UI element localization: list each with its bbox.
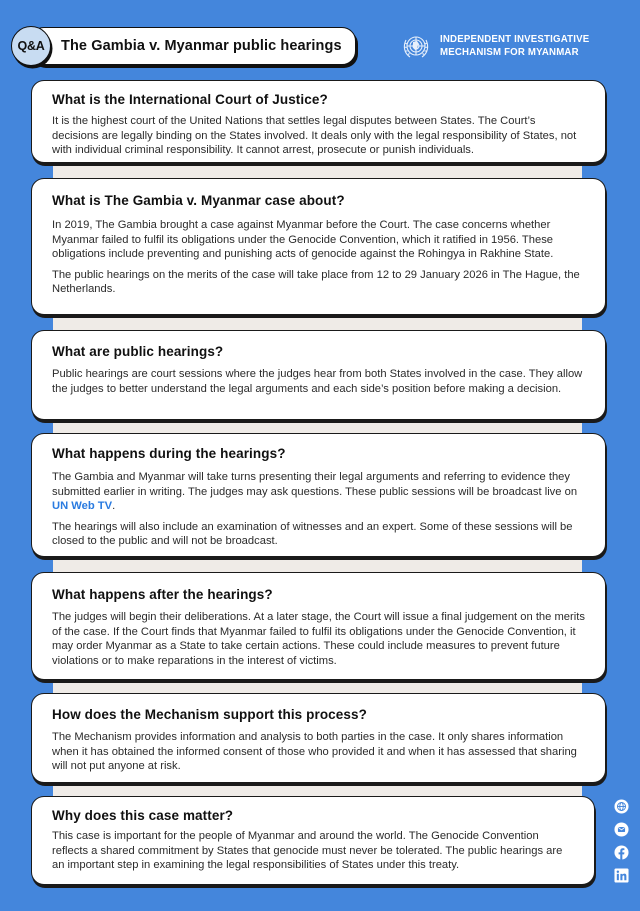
header-title-pill	[30, 27, 356, 65]
answer-text: This case is important for the people of Myanmar and around the world. The Genocide Convention reflects a shared commitment by States that genocide must never be tolerated. The public hearings are an important step in examining the legal responsibilities of States under this treaty.	[52, 830, 563, 871]
brand-name	[440, 33, 589, 59]
question-heading: What is the International Court of Justice?	[52, 92, 328, 107]
globe-icon[interactable]	[614, 799, 629, 814]
qa-card-after-hearings	[31, 572, 606, 680]
answer-text: Public hearings are court sessions where the judges hear from both States involved in the case. They allow the judges to better understand the legal arguments and each side’s position before making a decision.	[52, 368, 583, 395]
brand-line-1: INDEPENDENT INVESTIGATIVE	[440, 33, 590, 45]
answer-text	[52, 470, 585, 514]
answer-text-part: The Gambia and Myanmar will take turns presenting their legal arguments and referring to evidence they submitted earlier in writing. The judges may ask questions. These public sessions will be broadcast live on	[52, 471, 578, 498]
answer-text: The judges will begin their deliberations. At a later stage, the Court will issue a final judgement on the merits of the case. If the Court finds that Myanmar failed to fulfil its obligations under the Genocide Convention, it may order Myanmar as a State to take certain actions. These could include measures to prevent future violations or to make reparations in the interest of victims.	[52, 611, 585, 667]
question-heading: What happens after the hearings?	[52, 587, 273, 602]
qa-card-case-about	[31, 178, 606, 315]
brand	[400, 30, 602, 62]
page-title: The Gambia v. Myanmar public hearings	[61, 38, 342, 54]
qa-card-public-hearings	[31, 330, 606, 420]
social-links	[613, 799, 629, 883]
un-web-tv-link[interactable]: UN Web TV	[52, 500, 113, 512]
un-emblem-icon	[400, 30, 432, 62]
brand-line-2: MECHANISM FOR MYANMAR	[440, 46, 579, 58]
qa-card-why-matter	[31, 796, 595, 885]
question-heading: What happens during the hearings?	[52, 446, 286, 461]
email-icon[interactable]	[614, 822, 629, 837]
answer-text: The Mechanism provides information and analysis to both parties in the case. It only shares information when it has obtained the informed consent of those who provided it and when it has assessed that sharing will not put anyone at risk.	[52, 731, 577, 772]
answer-text: The hearings will also include an examination of witnesses and an expert. Some of these sessions will be closed to the public and will not be broadcast.	[52, 520, 573, 547]
qa-card-mechanism-support	[31, 693, 606, 783]
answer-text-part: .	[112, 500, 116, 512]
facebook-icon[interactable]	[614, 845, 629, 860]
question-heading: How does the Mechanism support this process?	[52, 707, 367, 722]
answer-text: In 2019, The Gambia brought a case against Myanmar before the Court. The case concerns whether Myanmar failed to fulfil its obligations under the Genocide Convention, which it ratified in 1956. These obligations include preventing and punishing acts of genocide against the Rohingya in Rakhine State.	[52, 219, 554, 260]
qa-card-during-hearings	[31, 433, 606, 557]
qa-card-icj	[31, 80, 606, 163]
answer-text: It is the highest court of the United Nations that settles legal disputes between States. The Court’s decisions are legally binding on the States involved. It deals only with the legal responsibility of States, not with individual criminal responsibility. It cannot arrest, prosecute or punish individuals.	[52, 115, 577, 156]
qa-badge: Q&A	[11, 26, 51, 66]
linkedin-icon[interactable]	[614, 868, 629, 883]
question-heading: What is The Gambia v. Myanmar case about?	[52, 193, 345, 208]
question-heading: Why does this case matter?	[52, 808, 234, 823]
answer-text: The public hearings on the merits of the case will take place from 12 to 29 January 2026 in The Hague, the Netherlands.	[52, 268, 580, 295]
question-heading: What are public hearings?	[52, 344, 224, 359]
